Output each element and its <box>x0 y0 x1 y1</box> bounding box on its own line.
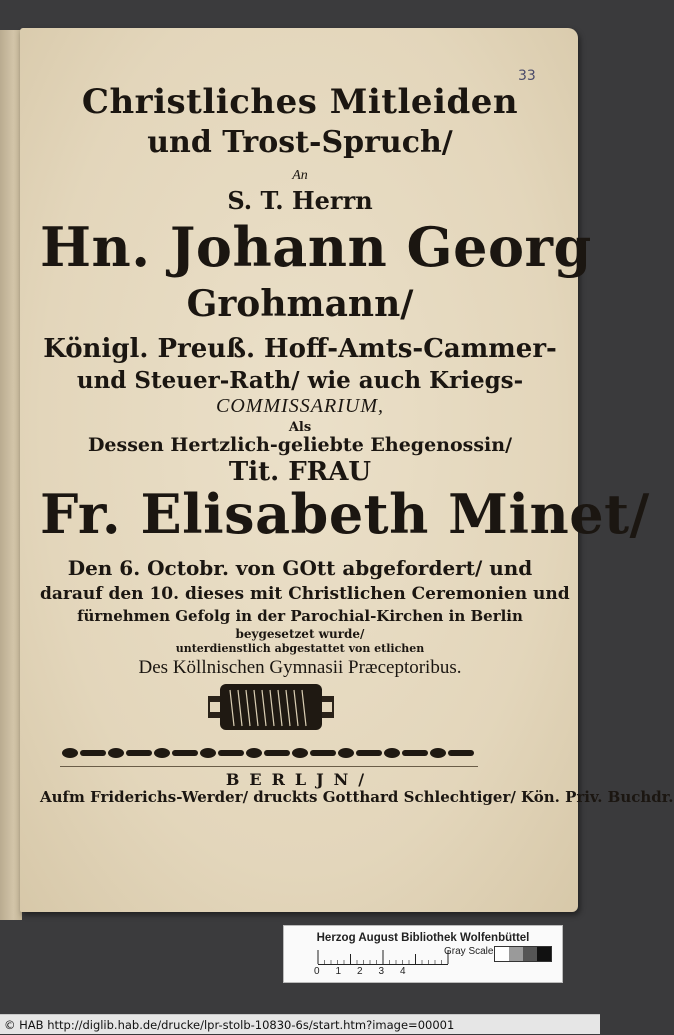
gray-swatch <box>537 947 551 961</box>
imprint-place: BERLJN/ <box>225 770 375 789</box>
title-line-als: Als <box>288 420 312 435</box>
previous-page-edge <box>0 30 22 920</box>
gray-swatch <box>523 947 537 961</box>
gray-swatch <box>509 947 523 961</box>
title-line-dedication: unterdienstlich abgestattet von etlichen <box>175 642 425 655</box>
gray-scale-label: Gray Scale <box>444 946 494 957</box>
title-line-1: Christliches Mitleiden <box>81 82 519 122</box>
ruler-number: 0 <box>314 966 320 977</box>
ruler-numbers <box>314 966 422 977</box>
color-calibration-card <box>283 925 563 983</box>
ornament-rule <box>60 766 478 767</box>
title-line-frau: Tit. FRAU <box>228 457 372 487</box>
imprint-printer: Aufm Friderichs-Werder/ druckts Gotthard Schlechtiger/ Kön. Priv. Buchdr. <box>40 788 674 806</box>
ruler-number: 2 <box>357 966 363 977</box>
title-line-surname: Grohmann/ <box>186 283 414 325</box>
title-line-herrn: S. T. Herrn <box>227 186 373 215</box>
folio-number: 33 <box>518 68 536 84</box>
gray-scale-swatches <box>494 946 552 962</box>
title-line-burial-2: fürnehmen Gefolg in der Parochial-Kirchen in Berlin <box>77 607 523 625</box>
ruler-number: 4 <box>400 966 406 977</box>
title-line-commissarium: COMMISSARIUM, <box>216 395 384 417</box>
title-line-2: und Trost-Spruch/ <box>147 125 453 160</box>
title-line-burial-3: beygesetzet wurde/ <box>235 627 365 641</box>
copyright-footer: © HAB http://diglib.hab.de/drucke/lpr-stolb-10830-6s/start.htm?image=00001 <box>0 1014 600 1034</box>
title-line-name: Hn. Johann Georg <box>40 215 592 279</box>
title-line-burial-1: darauf den 10. dieses mit Christlichen Ceremonien und <box>40 584 570 604</box>
title-line-office-1: Königl. Preuß. Hoff-Amts-Cammer- <box>43 334 557 364</box>
title-line-deceased-name: Fr. Elisabeth Minet/ <box>40 482 650 546</box>
library-name: Herzog August Bibliothek Wolfenbüttel <box>316 932 530 944</box>
ruler-scale <box>318 950 448 965</box>
ornamental-border-band <box>58 744 478 762</box>
title-line-an: An <box>292 168 308 183</box>
gray-swatch <box>495 947 509 961</box>
printer-vignette-ornament <box>206 676 336 736</box>
title-line-office-2: und Steuer-Rath/ wie auch Kriegs- <box>76 367 524 394</box>
ruler-number: 3 <box>378 966 385 977</box>
title-line-date: Den 6. Octobr. von GOtt abgefordert/ und <box>67 556 533 580</box>
ruler-number: 1 <box>335 966 342 977</box>
title-line-spouse: Dessen Hertzlich-geliebte Ehegenossin/ <box>87 434 513 456</box>
title-line-authors: Des Köllnischen Gymnasii Præceptoribus. <box>138 657 462 678</box>
